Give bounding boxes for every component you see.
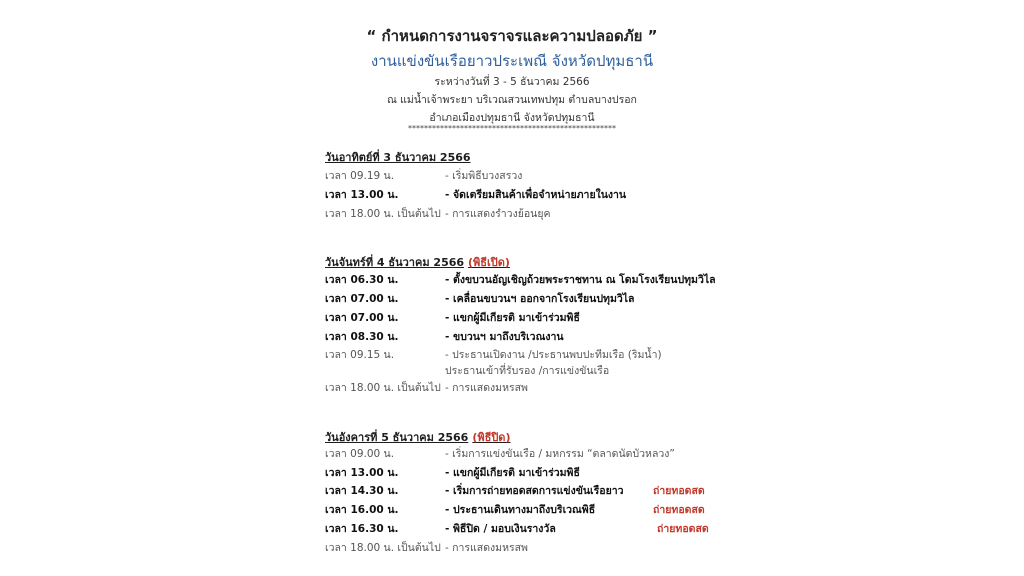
schedule-time: เวลา 07.00 น.	[325, 293, 399, 305]
schedule-time: เวลา 09.19 น.	[325, 170, 395, 182]
schedule-desc: - การแสดงรำวงย้อนยุค	[445, 208, 551, 220]
schedule-desc: - ตั้งขบวนอัญเชิญถ้วยพระราชทาน ณ โดมโรงเรียนปทุมวิไล	[445, 274, 716, 286]
schedule-desc: - ประธานเปิดงาน /ประธานพบปะทีมเรือ (ริมน้ำ)	[445, 349, 662, 361]
day-heading-text: วันจันทร์ที่ 4 ธันวาคม 2566	[325, 256, 465, 269]
schedule-time: เวลา 06.30 น.	[325, 274, 399, 286]
venue-line-1: ณ แม่น้ำเจ้าพระยา บริเวณสวนเทพปทุม ตำบลบางปรอก	[387, 94, 637, 106]
schedule-time: เวลา 18.00 น. เป็นต้นไป	[325, 382, 441, 394]
schedule-time: เวลา 16.00 น.	[325, 504, 399, 516]
schedule-desc: - การแสดงมหรสพ	[445, 382, 528, 394]
live-broadcast-label: ถ่ายทอดสด	[653, 504, 705, 516]
day-heading-text: วันอังคารที่ 5 ธันวาคม 2566	[325, 431, 469, 444]
live-broadcast-label: ถ่ายทอดสด	[657, 523, 709, 535]
day-tag: (พิธีเปิด)	[468, 256, 510, 269]
schedule-time: เวลา 18.00 น. เป็นต้นไป	[325, 208, 441, 220]
schedule-time: เวลา 14.30 น.	[325, 485, 399, 497]
schedule-desc: - พิธีปิด / มอบเงินรางวัล	[445, 523, 556, 535]
venue-line-2: อำเภอเมืองปทุมธานี จังหวัดปทุมธานี	[429, 112, 595, 124]
live-broadcast-label: ถ่ายทอดสด	[653, 485, 705, 497]
schedule-time: เวลา 18.00 น. เป็นต้นไป	[325, 542, 441, 554]
schedule-desc-continuation: ประธานเข้าที่รับรอง /การแข่งขันเรือ	[445, 365, 610, 377]
schedule-desc: - แขกผู้มีเกียรติ มาเข้าร่วมพิธี	[445, 467, 580, 479]
schedule-time: เวลา 09.15 น.	[325, 349, 395, 361]
schedule-desc: - เริ่มพิธีบวงสรวง	[445, 170, 523, 182]
day-heading-text: วันอาทิตย์ที่ 3 ธันวาคม 2566	[325, 151, 471, 164]
day-heading	[325, 428, 510, 446]
schedule-time: เวลา 13.00 น.	[325, 189, 399, 201]
document-subtitle: งานแข่งขันเรือยาวประเพณี จังหวัดปทุมธานี	[370, 52, 654, 70]
schedule-desc: - เริ่มการถ่ายทอดสดการแข่งขันเรือยาว	[445, 485, 624, 497]
schedule-time: เวลา 09.00 น.	[325, 448, 395, 460]
schedule-desc: - เคลื่อนขบวนฯ ออกจากโรงเรียนปทุมวิไล	[445, 293, 635, 305]
event-dates: ระหว่างวันที่ 3 - 5 ธันวาคม 2566	[434, 76, 590, 88]
schedule-time: เวลา 08.30 น.	[325, 331, 399, 343]
day-tag: (พิธีปิด)	[472, 431, 511, 444]
separator-stars: ****************************************************	[408, 124, 616, 133]
day-heading	[325, 148, 475, 166]
schedule-desc: - ประธานเดินทางมาถึงบริเวณพิธี	[445, 504, 596, 516]
schedule-time: เวลา 07.00 น.	[325, 312, 399, 324]
document-title: “ กำหนดการงานจราจรและความปลอดภัย ”	[366, 27, 658, 45]
schedule-desc: - เริ่มการแข่งขันเรือ / มหกรรม “ตลาดนัดบัวหลวง”	[445, 448, 675, 460]
schedule-desc: - จัดเตรียมสินค้าเพื่อจำหน่ายภายในงาน	[445, 189, 627, 201]
schedule-desc: - ขบวนฯ มาถึงบริเวณงาน	[445, 331, 564, 343]
schedule-desc: - แขกผู้มีเกียรติ มาเข้าร่วมพิธี	[445, 312, 580, 324]
schedule-desc: - การแสดงมหรสพ	[445, 542, 528, 554]
day-heading	[325, 253, 510, 271]
schedule-time: เวลา 13.00 น.	[325, 467, 399, 479]
schedule-time: เวลา 16.30 น.	[325, 523, 399, 535]
